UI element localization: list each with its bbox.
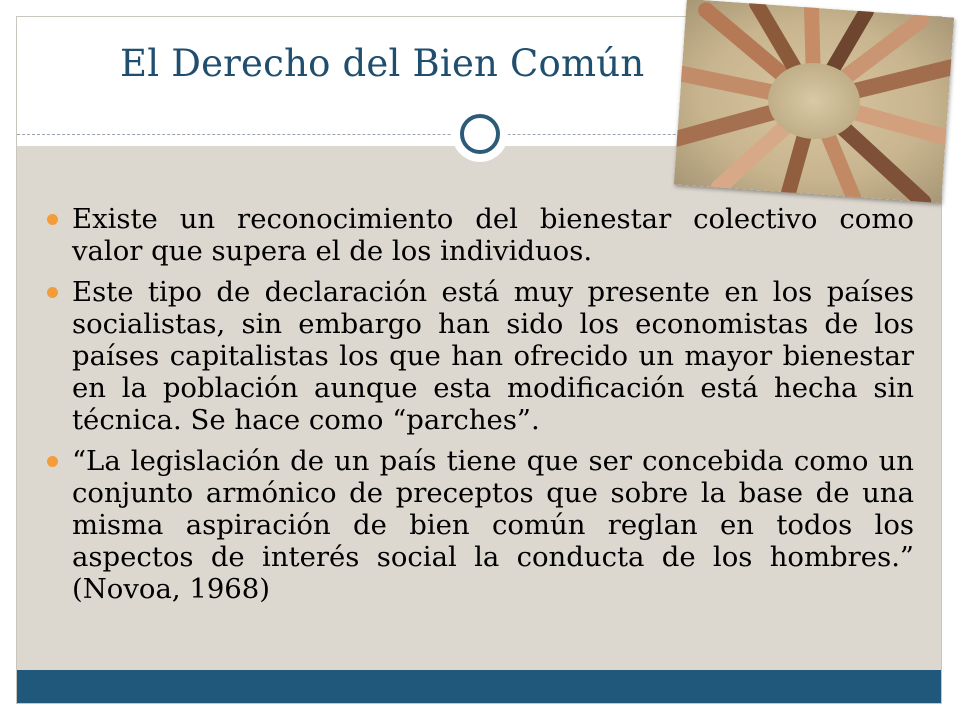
slide-title: El Derecho del Bien Común: [120, 42, 645, 85]
circle-ring: [460, 114, 500, 154]
bullet-text: Existe un reconocimiento del bienestar colectivo como valor que supera el de los individuos.: [72, 203, 914, 267]
bullet-item: [72, 276, 914, 436]
bullet-item: [72, 445, 914, 605]
bullet-text: Este tipo de declaración está muy presente en los países socialistas, sin embargo han sido los economistas de los países capitalistas los que han ofrecido un mayor bienestar en la población aunque esta modificación está hecha sin técnica. Se hace como “parches”.: [72, 276, 914, 436]
hands-photo-illustration: [674, 0, 954, 203]
circle-ornament-icon: [452, 106, 508, 162]
bullet-dot-icon: [47, 456, 58, 467]
bullet-list: [72, 203, 914, 614]
bullet-text: “La legislación de un país tiene que ser concebida como un conjunto armónico de preceptos que sobre la base de una misma aspiración de bien común reglan en todos los aspectos de interés social la conducta de los hombres.” (Novoa, 1968): [72, 445, 914, 605]
bullet-dot-icon: [47, 214, 58, 225]
bullet-dot-icon: [47, 287, 58, 298]
footer-bar: [17, 670, 941, 703]
hands-circle-photo: [674, 0, 954, 203]
bullet-item: [72, 203, 914, 267]
